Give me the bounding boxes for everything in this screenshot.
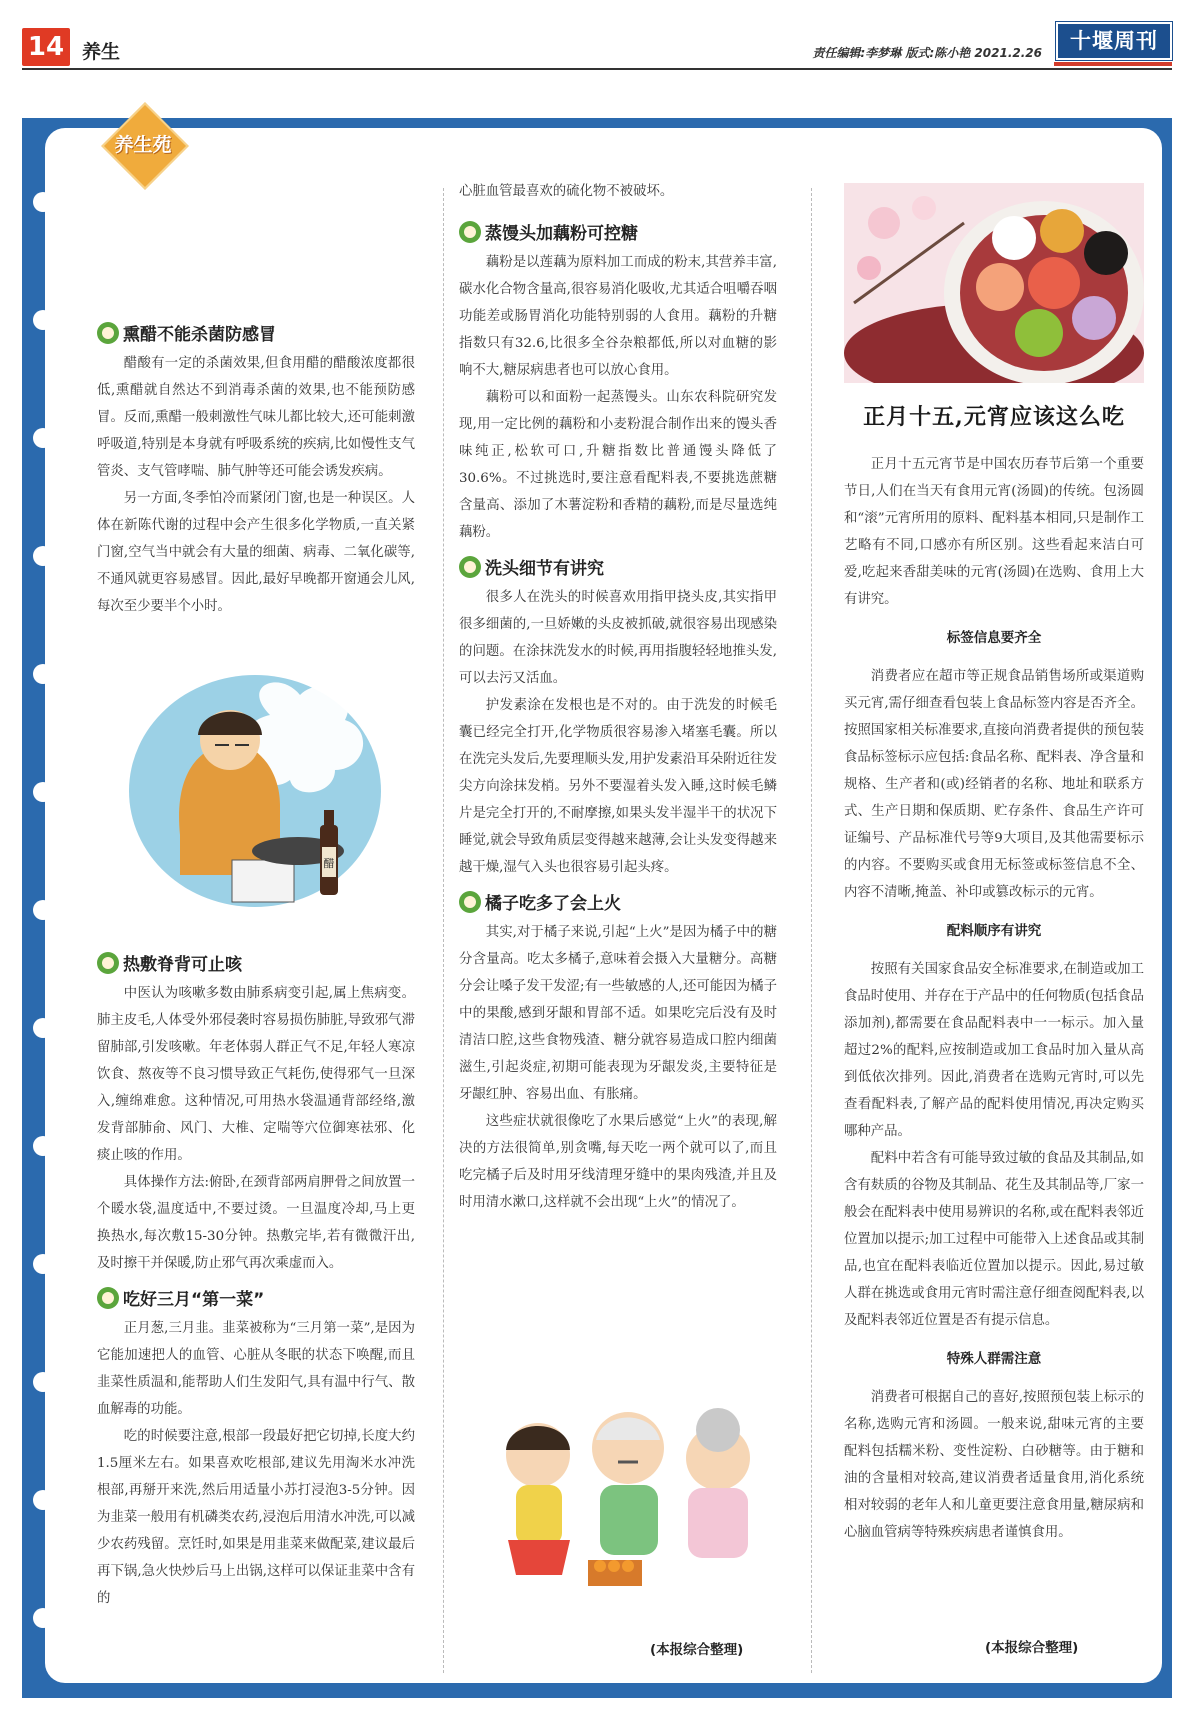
paragraph: 中医认为咳嗽多数由肺系病变引起,属上焦病变。肺主皮毛,人体受外邪侵袭时容易损伤肺脏,导致邪气滞留肺部,引发咳嗽。年老体弱人群正气不足,年轻人寒凉饮食、熬夜等不良习惯导致正气耗伤,使得邪气一旦深入,缠绵难愈。这种情况,可用热水袋温通背部经络,激发背部肺俞、风门、大椎、定喘等穴位御寒祛邪、化痰止咳的作用。 [97,986,415,1163]
paragraph: 配料中若含有可能导致过敏的食品及其制品,如含有麸质的谷物及其制品、花生及其制品等,厂家一般会在配料表中使用易辨识的名称,或在配料表邻近位置加以提示;加工过程中可能带入上述食品或其制品,也宜在配料表临近位置加以提示。因此,易过敏人群在挑选或食用元宵时需注意仔细查阅配料表,以及配料表邻近位置是否有提示信息。 [844,1151,1144,1328]
binder-hole [33,1136,53,1156]
column-divider [811,188,812,1673]
section-name: 养生 [82,41,121,63]
paragraph: 藕粉可以和面粉一起蒸馒头。山东农科院研究发现,用一定比例的藕粉和小麦粉混合制作出来的馒头香味纯正,松软可口,升糖指数比普通馒头降低了30.6%。不过挑选时,要注意看配料表,不要挑选蔗糖含量高、添加了木薯淀粉和香精的藕粉,而是尽量选纯藕粉。 [459,390,777,540]
masthead-stripe [1054,62,1172,66]
binder-hole [33,192,53,212]
face-icon [459,221,481,243]
column-2 [459,178,777,1216]
binder-hole [33,782,53,802]
article-heading: 吃好三月“第一菜” [97,1285,415,1315]
face-icon [97,322,119,344]
article-heading: 蒸馒头加藕粉可控糖 [459,219,777,249]
page-number: 14 [22,28,70,66]
column-1-lower [97,950,415,1612]
face-icon [459,556,481,578]
paragraph: 其实,对于橘子来说,引起“上火”是因为橘子中的糖分含量高。吃太多橘子,意味着会摄入大量糖分。高糖分会让嗓子发干发涩;有一些敏感的人,还可能因为橘子中的果酸,感到牙龈和胃部不适。如果吃完后没有及时清洁口腔,这些食物残渣、糖分就容易造成口腔内细菌滋生,引起炎症,初期可能表现为牙龈发炎,主要特征是牙龈红肿、容易出血、有胀痛。 [459,925,777,1102]
paragraph: 藕粉是以莲藕为原料加工而成的粉末,其营养丰富,碳水化合物含量高,很容易消化吸收,尤其适合咀嚼吞咽功能差或肠胃消化功能特别弱的人食用。藕粉的升糖指数只有32.6,比很多全谷杂粮都低,所以对血糖的影响不大,糖尿病患者也可以放心食用。 [459,255,777,378]
vinegar-illustration-drawing [120,675,382,915]
subheading: 配料顺序有讲究 [946,923,1042,939]
paragraph: 消费者可根据自己的喜好,按照预包装上标示的名称,选购元宵和汤圆。一般来说,甜味元宵的主要配料包括糯米粉、变性淀粉、白砂糖等。由于糖和油的含量相对较高,建议消费者适量食用,消化系统相对较弱的老年人和儿童更要注意食用量,糖尿病和心脑血管病等特殊疾病患者谨慎食用。 [844,1390,1144,1540]
face-icon [97,1287,119,1309]
masthead-title: 十堰周刊 [1056,22,1172,60]
binder-hole [33,1608,53,1628]
bottle-label: 醋 [323,857,335,870]
column-badge [102,103,184,185]
yuanxiao-photo-drawing [844,183,1144,383]
binder-hole [33,664,53,684]
masthead-logo [1054,22,1172,66]
badge-label: 养生苑 [114,134,172,156]
page-header [22,22,1172,68]
article-heading: 热敷脊背可止咳 [97,950,415,980]
column-divider [443,188,444,1673]
subheading: 特殊人群需注意 [946,1351,1042,1367]
article-heading: 洗头细节有讲究 [459,554,777,584]
binder-hole [33,310,53,330]
binder-hole [33,546,53,566]
article-heading: 橘子吃多了会上火 [459,889,777,919]
paragraph: 正月十五元宵节是中国农历春节后第一个重要节日,人们在当天有食用元宵(汤圆)的传统。包汤圆和“滚”元宵所用的原料、配料基本相同,只是制作工艺略有不同,口感亦有所区别。这些看起来洁白可爱,吃起来香甜美味的元宵(汤圆)在选购、食用上大有讲究。 [844,457,1144,607]
vinegar-illustration [120,675,382,915]
article-heading: 熏醋不能杀菌防感冒 [97,320,415,350]
article-title: 正月十五,元宵应该这么吃 [863,404,1125,430]
source-note: (本报综合整理) [985,1640,1079,1656]
paragraph: 护发素涂在发根也是不对的。由于洗发的时候毛囊已经完全打开,化学物质很容易渗入堵塞毛囊。所以在洗完头发后,先要理顺头发,用护发素沿耳朵附近往发尖方向涂抹发梢。另外不要湿着头发入睡,这时候毛鳞片是完全打开的,不耐摩擦,如果头发半湿半干的状况下睡觉,就会导致角质层变得越来越薄,会让头发变得越来越干燥,湿气入头也很容易引起头疼。 [459,698,777,875]
face-icon [459,891,481,913]
paragraph: 正月葱,三月韭。韭菜被称为“三月第一菜”,是因为它能加速把人的血管、心脏从冬眠的状态下唤醒,而且韭菜性质温和,能帮助人们生发阳气,具有温中行气、散血解毒的功能。 [97,1321,415,1417]
paragraph: 很多人在洗头的时候喜欢用指甲挠头皮,其实指甲很多细菌的,一旦娇嫩的头皮被抓破,就很容易出现感染的问题。在涂抹洗发水的时候,再用指腹轻轻地推头发,可以去污又活血。 [459,590,777,686]
binder-hole [33,1018,53,1038]
editor-credits: 责任编辑:李梦琳 版式:陈小艳 2021.2.26 [812,46,1042,60]
paragraph: 消费者应在超市等正规食品销售场所或渠道购买元宵,需仔细查看包装上食品标签内容是否齐全。按照国家相关标准要求,直接向消费者提供的预包装食品标签标示应包括:食品名称、配料表、净含量和规格、生产者和(或)经销者的名称、地址和联系方式、生产日期和保质期、贮存条件、食品生产许可证编号、产品标准代号等9大项目,及其他需要标示的内容。不要购买或食用无标签或标签信息不全、内容不清晰,掩盖、补印或篡改标示的元宵。 [844,669,1144,900]
paragraph: 醋酸有一定的杀菌效果,但食用醋的醋酸浓度都很低,熏醋就自然达不到消毒杀菌的效果,也不能预防感冒。反而,熏醋一般刺激性气味儿都比较大,还可能刺激呼吸道,特别是本身就有呼吸系统的疾病,比如慢性支气管炎、支气管哮喘、肺气肿等还可能会诱发疾病。 [97,356,415,479]
paragraph: 这些症状就很像吃了水果后感觉“上火”的表现,解决的方法很简单,别贪嘴,每天吃一两个就可以了,而且吃完橘子后及时用牙线清理牙缝中的果肉残渣,并且及时用清水漱口,这样就不会出现“上火”的情况了。 [459,1114,777,1210]
paragraph: 具体操作方法:俯卧,在颈背部两肩胛骨之间放置一个暖水袋,温度适中,不要过烫。一旦温度冷却,马上更换热水,每次敷15-30分钟。热敷完毕,若有微微汗出,及时擦干并保暖,防止邪气再次乘虚而入。 [97,1175,415,1271]
binder-hole [33,1490,53,1510]
paragraph: 按照有关国家食品安全标准要求,在制造或加工食品时使用、并存在于产品中的任何物质(包括食品添加剂),都需要在食品配料表中一一标示。加入量超过2%的配料,应按制造或加工食品时加入量从高到低依次排列。因此,消费者在选购元宵时,可以先查看配料表,了解产品的配料使用情况,再决定购买哪种产品。 [844,962,1144,1139]
binder-hole [33,900,53,920]
family-illustration [478,1400,778,1600]
paragraph: 心脏血管最喜欢的硫化物不被破坏。 [459,184,674,199]
family-illustration-drawing [478,1400,778,1600]
source-note: (本报综合整理) [650,1642,744,1658]
binder-hole [33,428,53,448]
yuanxiao-photo [844,183,1144,383]
binder-hole [33,1372,53,1392]
header-rule [22,68,1172,70]
subheading: 标签信息要齐全 [946,630,1042,646]
column-3 [844,400,1144,1546]
column-1 [97,320,415,620]
paragraph: 另一方面,冬季怕冷而紧闭门窗,也是一种误区。人体在新陈代谢的过程中会产生很多化学物质,一直关紧门窗,空气当中就会有大量的细菌、病毒、二氧化碳等,不通风就更容易感冒。因此,最好早晚都开窗通会儿风,每次至少要半个小时。 [97,491,415,614]
paragraph: 吃的时候要注意,根部一段最好把它切掉,长度大约1.5厘米左右。如果喜欢吃根部,建议先用淘米水冲洗根部,再掰开来洗,然后用适量小苏打浸泡3-5分钟。因为韭菜一般用有机磷类农药,浸泡后用清水冲洗,可以减少农药残留。烹饪时,如果是用韭菜来做配菜,建议最后再下锅,急火快炒后马上出锅,这样可以保证韭菜中含有的 [97,1429,415,1606]
face-icon [97,952,119,974]
binder-hole [33,1254,53,1274]
